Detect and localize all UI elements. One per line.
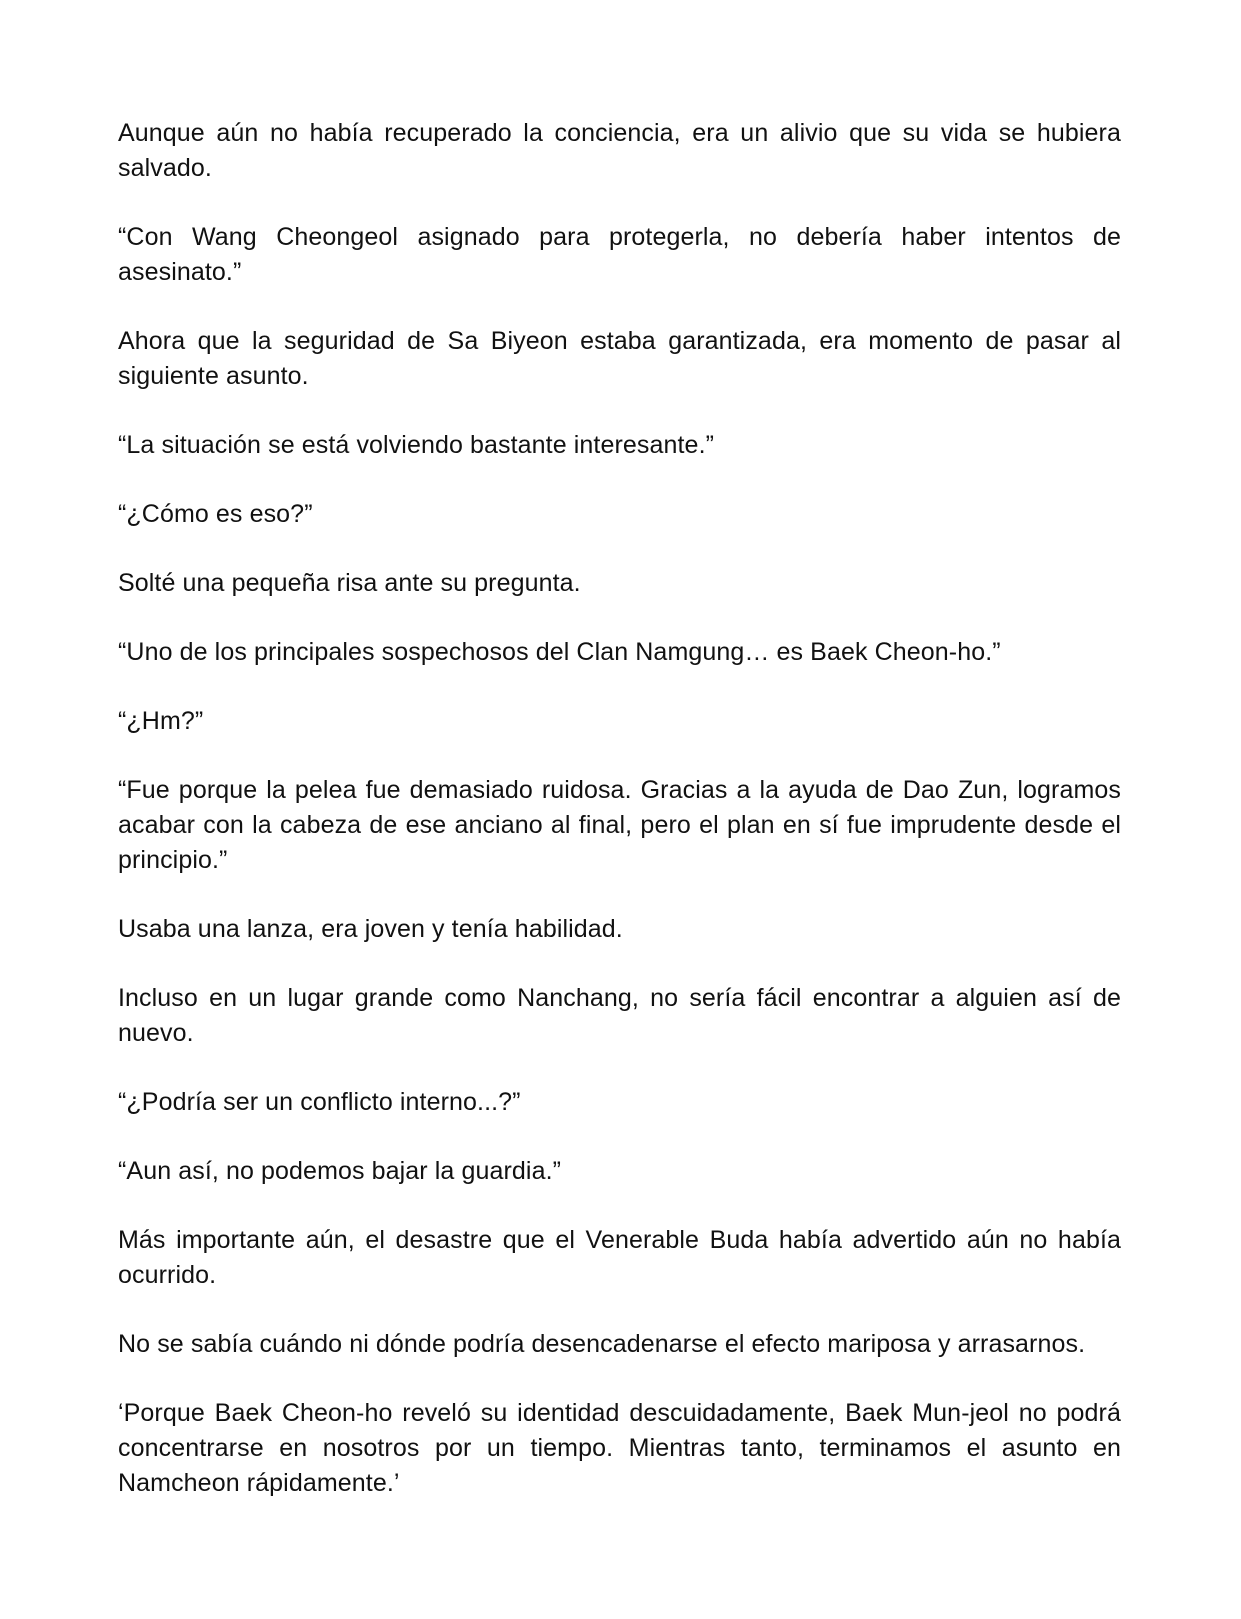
- paragraph: “Con Wang Cheongeol asignado para protegerla, no debería haber intentos de asesinato.”: [118, 223, 1121, 286]
- paragraph: “¿Hm?”: [118, 707, 204, 735]
- paragraph: “Aun así, no podemos bajar la guardia.”: [118, 1157, 562, 1185]
- document-body: [118, 116, 1121, 1535]
- paragraph: “La situación se está volviendo bastante interesante.”: [118, 431, 715, 459]
- paragraph: “¿Podría ser un conflicto interno...?”: [118, 1088, 521, 1116]
- paragraph: No se sabía cuándo ni dónde podría desencadenarse el efecto mariposa y arrasarnos.: [118, 1330, 1086, 1358]
- paragraph: Más importante aún, el desastre que el Venerable Buda había advertido aún no había ocurrido.: [118, 1226, 1121, 1289]
- paragraph: Solté una pequeña risa ante su pregunta.: [118, 569, 581, 597]
- paragraph: Incluso en un lugar grande como Nanchang, no sería fácil encontrar a alguien así de nuevo.: [118, 984, 1121, 1047]
- paragraph: “Fue porque la pelea fue demasiado ruidosa. Gracias a la ayuda de Dao Zun, logramos acabar con la cabeza de ese anciano al final, pero el plan en sí fue imprudente desde el principio.”: [118, 776, 1121, 874]
- paragraph: “¿Cómo es eso?”: [118, 500, 313, 528]
- paragraph: Usaba una lanza, era joven y tenía habilidad.: [118, 915, 623, 943]
- paragraph: “Uno de los principales sospechosos del Clan Namgung… es Baek Cheon-ho.”: [118, 638, 1001, 666]
- paragraph: ‘Porque Baek Cheon-ho reveló su identidad descuidadamente, Baek Mun-jeol no podrá concentrarse en nosotros por un tiempo. Mientras tanto, terminamos el asunto en Namcheon rápidamente.’: [118, 1399, 1121, 1497]
- paragraph: Aunque aún no había recuperado la conciencia, era un alivio que su vida se hubiera salvado.: [118, 119, 1121, 182]
- paragraph: Ahora que la seguridad de Sa Biyeon estaba garantizada, era momento de pasar al siguiente asunto.: [118, 327, 1121, 390]
